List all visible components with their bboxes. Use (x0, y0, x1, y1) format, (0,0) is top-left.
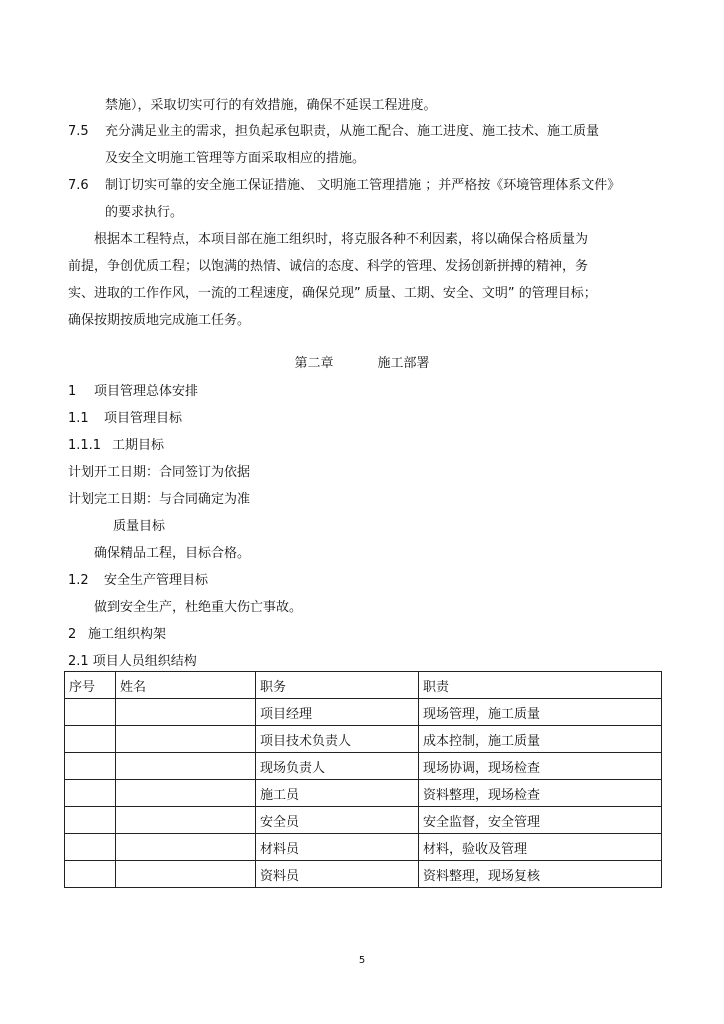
cell-seq (65, 780, 116, 807)
cell-seq (65, 834, 116, 861)
section-1-title: 项目管理总体安排 (94, 384, 199, 399)
header-seq: 序号 (65, 672, 116, 699)
item-7-5-text: 充分满足业主的需求，担负起承包职责，从施工配合、施工进度、施工技术、施工质量 (105, 124, 600, 139)
cell-name (116, 780, 256, 807)
planned-end-date: 计划完工日期：与合同确定为准 (68, 492, 251, 507)
item-7-5-number: 7.5 (68, 124, 89, 139)
table-row (65, 807, 662, 834)
paragraph-line-1: 根据本工程特点，本项目部在施工组织时，将克服各种不利因素，将以确保合格质量为 (94, 232, 589, 247)
item-7-5-continuation: 及安全文明施工管理等方面采取相应的措施。 (105, 151, 366, 166)
item-7-6-text: 制订切实可靠的安全施工保证措施、 文明施工管理措施 ；并严格按《环境管理体系文件》 (105, 178, 621, 193)
paragraph-line-4: 确保按期按质地完成施工任务。 (68, 313, 251, 328)
quality-text: 确保精品工程，目标合格。 (94, 546, 251, 561)
header-duty: 职责 (419, 672, 662, 699)
section-1-1-1-title: 工期目标 (112, 438, 165, 453)
section-1-1-1-number: 1.1.1 (68, 438, 102, 453)
item-7-5 (68, 124, 599, 140)
table-row (65, 780, 662, 807)
cell-duty: 材料，验收及管理 (419, 834, 662, 861)
cell-name (116, 807, 256, 834)
cell-duty: 安全监督，安全管理 (419, 807, 662, 834)
section-1-heading (68, 384, 198, 400)
cell-seq (65, 753, 116, 780)
section-2-title: 施工组织构架 (88, 627, 167, 642)
paragraph-line-2: 前提，争创优质工程；以饱满的热情、诚信的态度、科学的管理、发扬创新拼搏的精神，务 (68, 259, 589, 274)
cell-seq (65, 699, 116, 726)
cell-duty: 成本控制，施工质量 (419, 726, 662, 753)
cell-duty: 资料整理，现场检查 (419, 780, 662, 807)
section-1-2-heading (68, 573, 208, 589)
table-header-row (65, 672, 662, 699)
cell-position: 现场负责人 (256, 753, 419, 780)
page-number: 5 (358, 955, 366, 966)
item-7-6 (68, 178, 620, 194)
planned-start-date: 计划开工日期：合同签订为依据 (68, 465, 251, 480)
cell-position: 项目技术负责人 (256, 726, 419, 753)
section-1-2-title: 安全生产管理目标 (104, 573, 209, 588)
section-2-heading (68, 627, 166, 643)
cell-position: 材料员 (256, 834, 419, 861)
table-row (65, 861, 662, 888)
section-1-1-heading (68, 411, 182, 427)
chapter-title: 施工部署 (377, 356, 430, 371)
chapter-number: 第二章 (294, 356, 334, 371)
header-name: 姓名 (116, 672, 256, 699)
section-1-1-number: 1.1 (68, 411, 89, 426)
cell-seq (65, 726, 116, 753)
paragraph-line-3: 实、进取的工作作风，一流的工程速度，确保兑现” 质量、工期、安全、文明” 的管理目标； (68, 286, 597, 301)
cell-duty: 现场协调，现场检查 (419, 753, 662, 780)
section-1-number: 1 (68, 384, 77, 399)
cell-name (116, 861, 256, 888)
chapter-heading (0, 356, 724, 372)
header-position: 职务 (256, 672, 419, 699)
cell-position: 施工员 (256, 780, 419, 807)
cell-name (116, 753, 256, 780)
cell-seq (65, 861, 116, 888)
table-row (65, 753, 662, 780)
section-1-2-number: 1.2 (68, 573, 89, 588)
cell-position: 资料员 (256, 861, 419, 888)
cell-name (116, 834, 256, 861)
quality-heading: 质量目标 (113, 519, 166, 534)
cell-seq (65, 807, 116, 834)
section-2-number: 2 (68, 627, 77, 642)
cell-name (116, 726, 256, 753)
safety-text: 做到安全生产，杜绝重大伤亡事故。 (94, 600, 303, 615)
staff-table (64, 671, 662, 888)
table-row (65, 834, 662, 861)
cell-position: 安全员 (256, 807, 419, 834)
item-7-6-number: 7.6 (68, 178, 89, 193)
item-7-6-continuation: 的要求执行。 (105, 205, 184, 220)
cell-name (116, 699, 256, 726)
table-row (65, 726, 662, 753)
section-2-1-heading: 2.1 项目人员组织结构 (68, 654, 197, 669)
table-row (65, 699, 662, 726)
cell-duty: 资料整理，现场复核 (419, 861, 662, 888)
section-1-1-1-heading (68, 438, 164, 454)
cell-position: 项目经理 (256, 699, 419, 726)
section-1-1-title: 项目管理目标 (104, 411, 183, 426)
intro-line-1: 禁施），采取切实可行的有效措施，确保不延误工程进度。 (105, 98, 437, 113)
cell-duty: 现场管理，施工质量 (419, 699, 662, 726)
